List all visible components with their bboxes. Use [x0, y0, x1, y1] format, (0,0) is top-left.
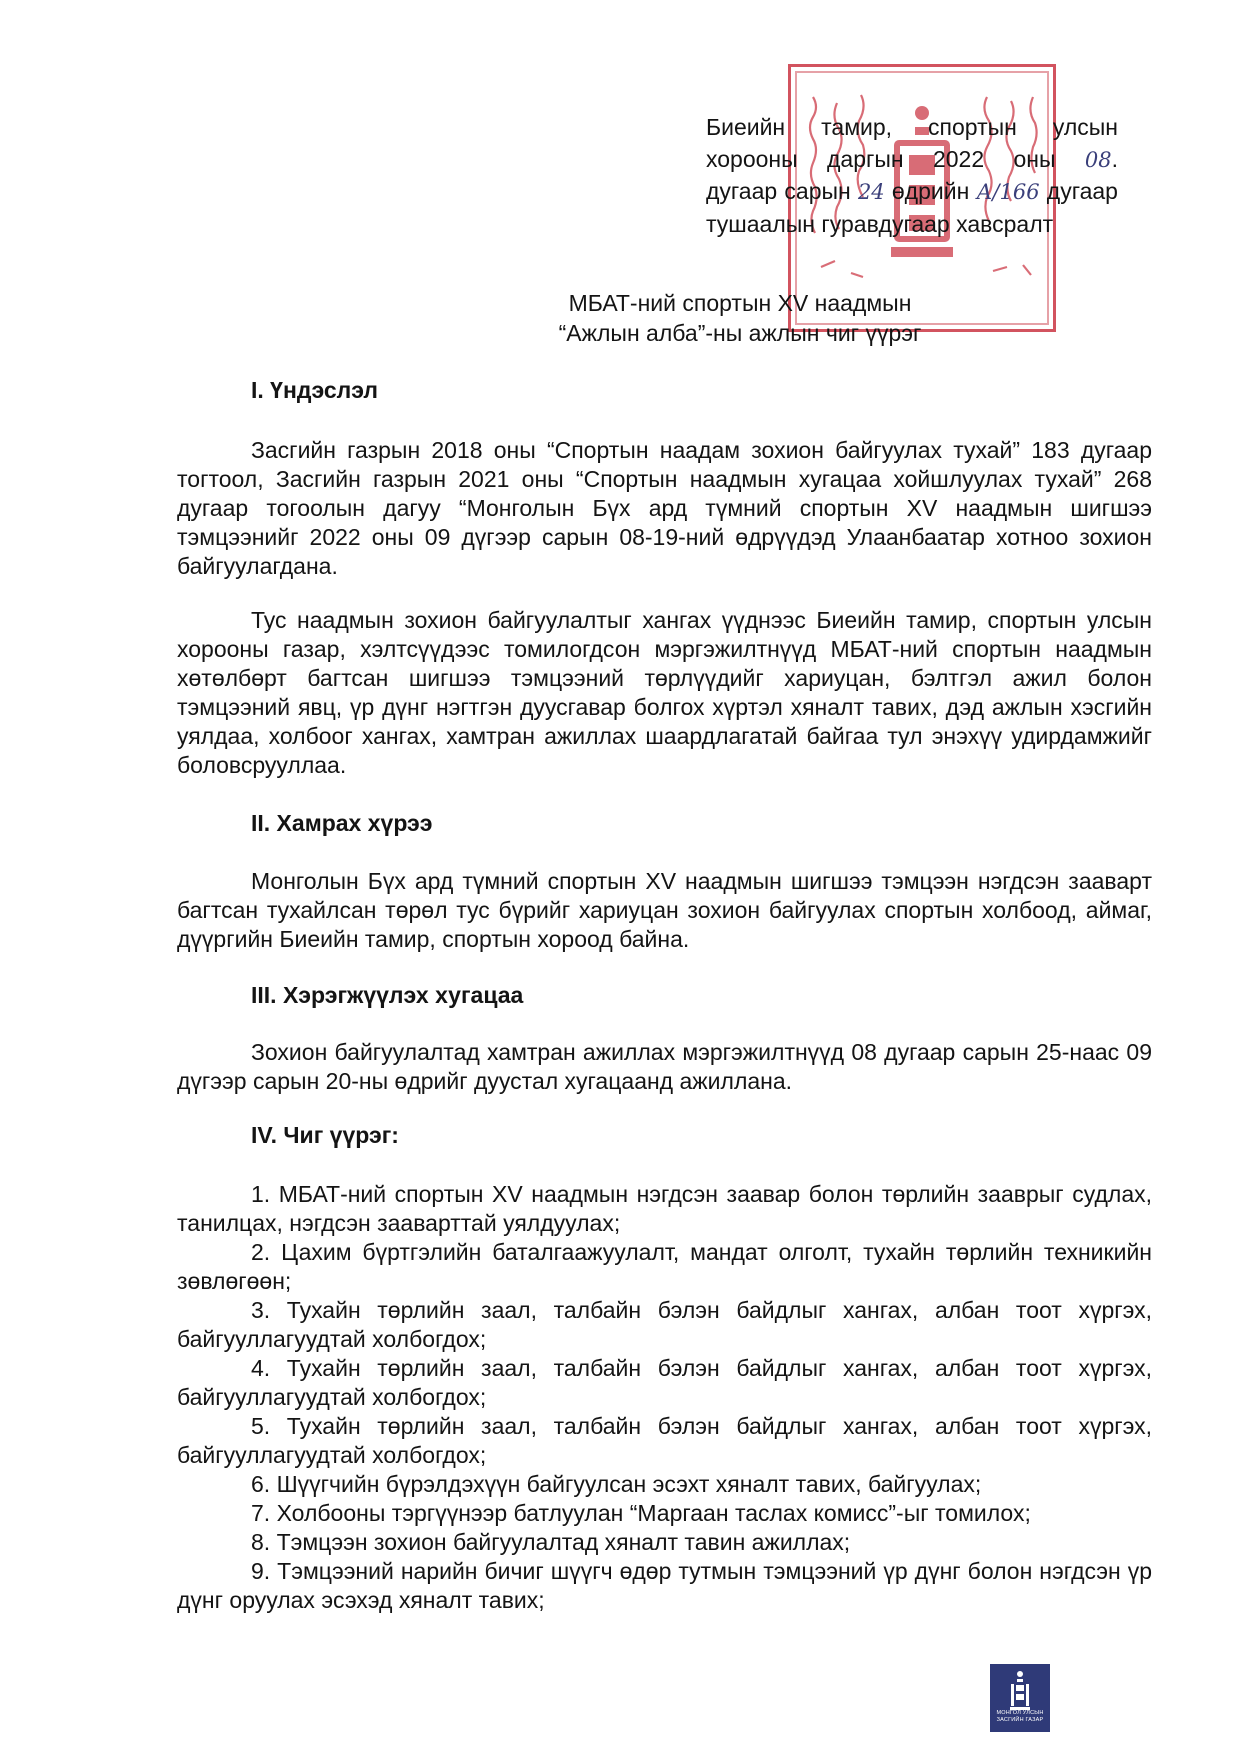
government-logo [990, 1664, 1050, 1732]
soyombo-icon [1008, 1670, 1032, 1710]
annex-header [706, 112, 1118, 240]
handwritten-number: А/166 [976, 180, 1040, 204]
section-2-paragraph: Монголын Бүх ард түмний спортын XV наадмын шигшээ тэмцээн нэгдсэн зааварт багтсан тухайлсан төрөл тус бүрийг хариуцан зохион байгуулах спортын холбоод, аймаг, дүүргийн Биеийн тамир, спортын хороод байна. [177, 868, 1152, 952]
section-1-paragraph-1: Засгийн газрын 2018 оны “Спортын наадам зохион байгуулах тухай” 183 дугаар тогтоол, Засгийн газрын 2021 оны “Спортын наадмын хугацаа хойшлуулах тухай” 268 дугаар тогоолын дагуу “Монголын Бүх ард түмний спортын XV наадмын шигшээ тэмцээнийг 2022 оны 09 дүгээр сарын 08-19-ний өдрүүдэд Улаанбаатар хотноо зохион байгуулагдана. [177, 437, 1152, 579]
duty-item: 2. Цахим бүртгэлийн баталгаажуулалт, мандат олголт, тухайн төрлийн техникийн зөвлөгөөн; [177, 1239, 1152, 1294]
duty-item: 8. Тэмцээн зохион байгуулалтад хяналт тавин ажиллах; [251, 1529, 851, 1555]
duty-item: 7. Холбооны тэргүүнээр батлуулан “Маргаан таслах комисс”-ыг томилох; [251, 1500, 1031, 1526]
section-heading-4: IV. Чиг үүрэг: [251, 1122, 399, 1148]
duty-item: 1. МБАТ-ний спортын XV наадмын нэгдсэн заавар болон төрлийн зааврыг судлах, танилцах, нэгдсэн зааварттай уялдуулах; [177, 1181, 1152, 1236]
section-heading-3: III. Хэрэгжүүлэх хугацаа [251, 982, 524, 1008]
title-line-2: “Ажлын алба”-ны ажлын чиг үүрэг [558, 320, 922, 346]
title-line-1: МБАТ-ний спортын XV наадмын [568, 290, 912, 316]
duty-item: 9. Тэмцээний нарийн бичиг шүүгч өдөр тутмын тэмцээний үр дүнг болон нэгдсэн үр дүнг оруулах эсэхэд хяналт тавих; [177, 1558, 1152, 1613]
section-heading-1: I. Үндэслэл [251, 377, 378, 403]
duty-item: 3. Тухайн төрлийн заал, талбайн бэлэн байдлыг хангах, албан тоот хүргэх, байгууллагуудтай холбогдох; [177, 1297, 1152, 1352]
section-3-paragraph: Зохион байгуулалтад хамтран ажиллах мэргэжилтнүүд 08 дугаар сарын 25-наас 09 дүгээр сарын 20-ны өдрийг дуустал хугацаанд ажиллана. [177, 1039, 1152, 1094]
duty-item: 6. Шүүгчийн бүрэлдэхүүн байгуулсан эсэхт хяналт тавих, байгуулах; [251, 1471, 982, 1497]
section-1-paragraph-2: Тус наадмын зохион байгуулалтыг хангах үүднээс Биеийн тамир, спортын улсын хорооны газар, хэлтсүүдээс томилогдсон мэргэжилтнүүд МБАТ-ний спортын наадмын хөтөлбөрт багтсан шигшээ тэмцээний төрлүүдийг хариуцан, бэлтгэл ажил болон тэмцээний явц, үр дүнг нэгтгэн дуусгавар болгох хүртэл хяналт тавих, дэд ажлын хэсгийн уялдаа, холбоог хангах, хамтран ажиллах шаардлагатай байгаа тул энэхүү удирдамжийг боловсрууллаа. [177, 607, 1152, 778]
header-line-4: тушаалын гуравдугаар хавсралт [706, 210, 1054, 237]
duty-item: 4. Тухайн төрлийн заал, талбайн бэлэн байдлыг хангах, албан тоот хүргэх, байгууллагуудтай холбогдох; [177, 1355, 1152, 1410]
document-title [470, 288, 1010, 348]
handwritten-month: 08 [1084, 147, 1112, 172]
header-line-1: Биеийн тамир, спортын улсын [706, 114, 1118, 140]
duties-list [177, 1180, 1152, 1615]
logo-caption-line-2: ЗАСГИЙН ГАЗАР [996, 1717, 1044, 1723]
header-line-2: хорооны даргын 2022 оны 08. [706, 145, 1118, 172]
logo-caption-line-1: МОНГОЛ УЛСЫН [996, 1710, 1044, 1716]
handwritten-day: 24 [857, 180, 885, 204]
header-line-3: дугаар сарын 24 өдрийн А/166 дугаар [706, 178, 1118, 204]
section-heading-2: II. Хамрах хүрээ [251, 810, 433, 836]
duty-item: 5. Тухайн төрлийн заал, талбайн бэлэн байдлыг хангах, албан тоот хүргэх, байгууллагуудтай холбогдох; [177, 1413, 1152, 1468]
